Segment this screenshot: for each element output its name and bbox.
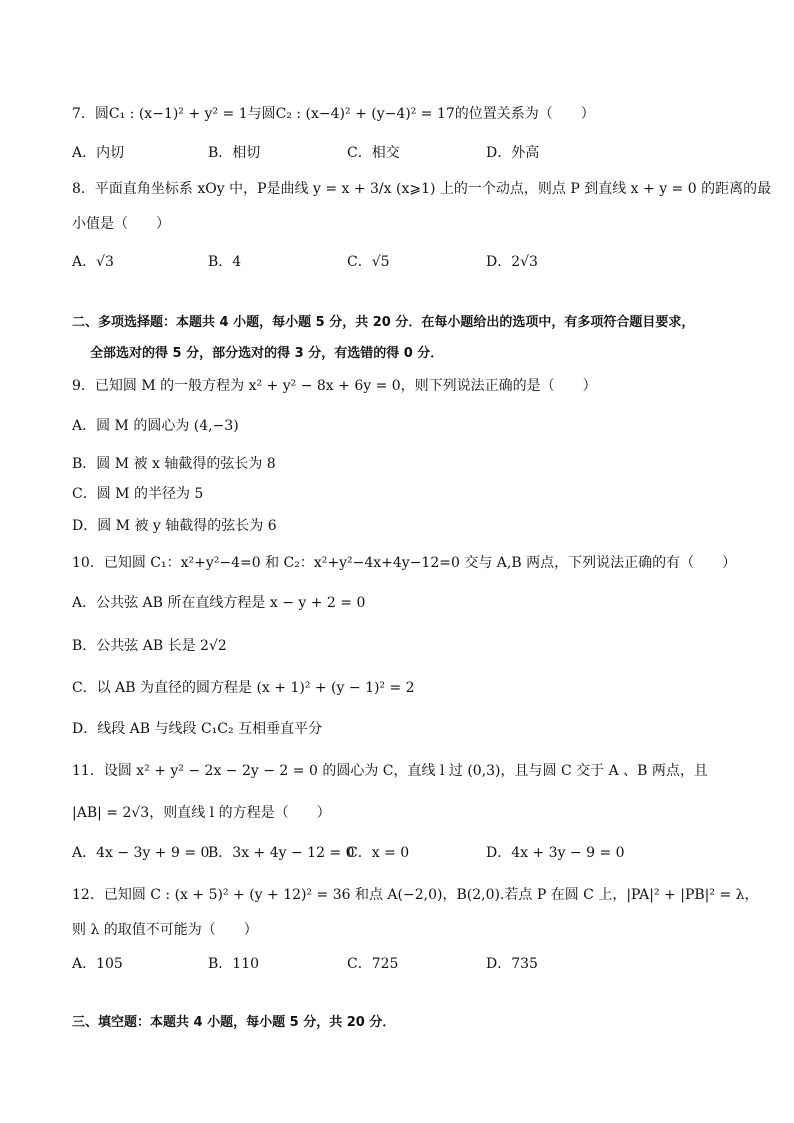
- q10-option-c: C．以 AB 为直径的圆方程是 (x + 1)² + (y − 1)² = 2: [72, 680, 415, 696]
- section3-heading: 三、填空题：本题共 4 小题，每小题 5 分，共 20 分．: [72, 1015, 396, 1030]
- q12-option-b: B．110: [208, 956, 260, 972]
- q11-option-b: B．3x + 4y − 12 = 0: [208, 845, 355, 861]
- q9-option-a: A．圆 M 的圆心为 (4,−3): [72, 418, 239, 434]
- section2-heading-line2: 全部选对的得 5 分，部分选对的得 3 分，有选错的得 0 分．: [90, 346, 444, 361]
- q12-option-d: D．735: [486, 956, 538, 972]
- q7-option-b: B．相切: [208, 145, 261, 161]
- q9-stem: 9．已知圆 M 的一般方程为 x² + y² − 8x + 6y = 0，则下列说法正确的是（ ）: [72, 378, 597, 394]
- q8-option-c: C．√5: [347, 254, 390, 270]
- q11-stem-line1: 11．设圆 x² + y² − 2x − 2y − 2 = 0 的圆心为 C，直线 l 过 (0,3)，且与圆 C 交于 A 、B 两点，且: [72, 763, 708, 779]
- q11-stem-line2: |AB| = 2√3，则直线 l 的方程是（ ）: [72, 805, 331, 821]
- q8-option-a: A．√3: [72, 254, 114, 270]
- q7-option-a: A．内切: [72, 145, 125, 161]
- q7-stem: 7．圆C₁ : (x−1)² + y² = 1与圆C₂ : (x−4)² + (y−4)² = 17的位置关系为（ ）: [72, 106, 595, 122]
- q12-stem-line2: 则 λ 的取值不可能为（ ）: [72, 922, 258, 938]
- q11-option-c: C．x = 0: [347, 845, 410, 861]
- q10-option-d: D．线段 AB 与线段 C₁C₂ 互相垂直平分: [72, 721, 323, 737]
- q8-stem-line2: 小值是（ ）: [72, 216, 170, 232]
- q11-option-a: A．4x − 3y + 9 = 0: [72, 845, 210, 861]
- q7-option-d: D．外高: [486, 145, 540, 161]
- section2-heading-line1: 二、多项选择题：本题共 4 小题，每小题 5 分，共 20 分．在每小题给出的选项中，有多项符合题目要求，: [72, 315, 695, 330]
- q9-option-b: B．圆 M 被 x 轴截得的弦长为 8: [72, 456, 276, 472]
- q8-stem-line1: 8．平面直角坐标系 xOy 中，P是曲线 y = x + 3/x (x⩾1) 上的一个动点，则点 P 到直线 x + y = 0 的距离的最: [72, 181, 772, 197]
- q10-option-b: B．公共弦 AB 长是 2√2: [72, 638, 227, 654]
- q12-stem-line1: 12．已知圆 C : (x + 5)² + (y + 12)² = 36 和点 A(−2,0)，B(2,0).若点 P 在圆 C 上，|PA|² + |PB|² = λ，: [72, 887, 759, 903]
- q12-option-a: A．105: [72, 956, 123, 972]
- q8-option-d: D．2√3: [486, 254, 538, 270]
- q10-stem: 10．已知圆 C₁：x²+y²−4=0 和 C₂：x²+y²−4x+4y−12=0 交与 A,B 两点，下列说法正确的有（ ）: [72, 555, 737, 571]
- q8-option-b: B．4: [208, 254, 242, 270]
- q7-option-c: C．相交: [347, 145, 400, 161]
- q9-option-c: C．圆 M 的半径为 5: [72, 486, 204, 502]
- q12-option-c: C．725: [347, 956, 399, 972]
- q9-option-d: D．圆 M 被 y 轴截得的弦长为 6: [72, 518, 277, 534]
- q11-option-d: D．4x + 3y − 9 = 0: [486, 845, 625, 861]
- q10-option-a: A．公共弦 AB 所在直线方程是 x − y + 2 = 0: [72, 595, 366, 611]
